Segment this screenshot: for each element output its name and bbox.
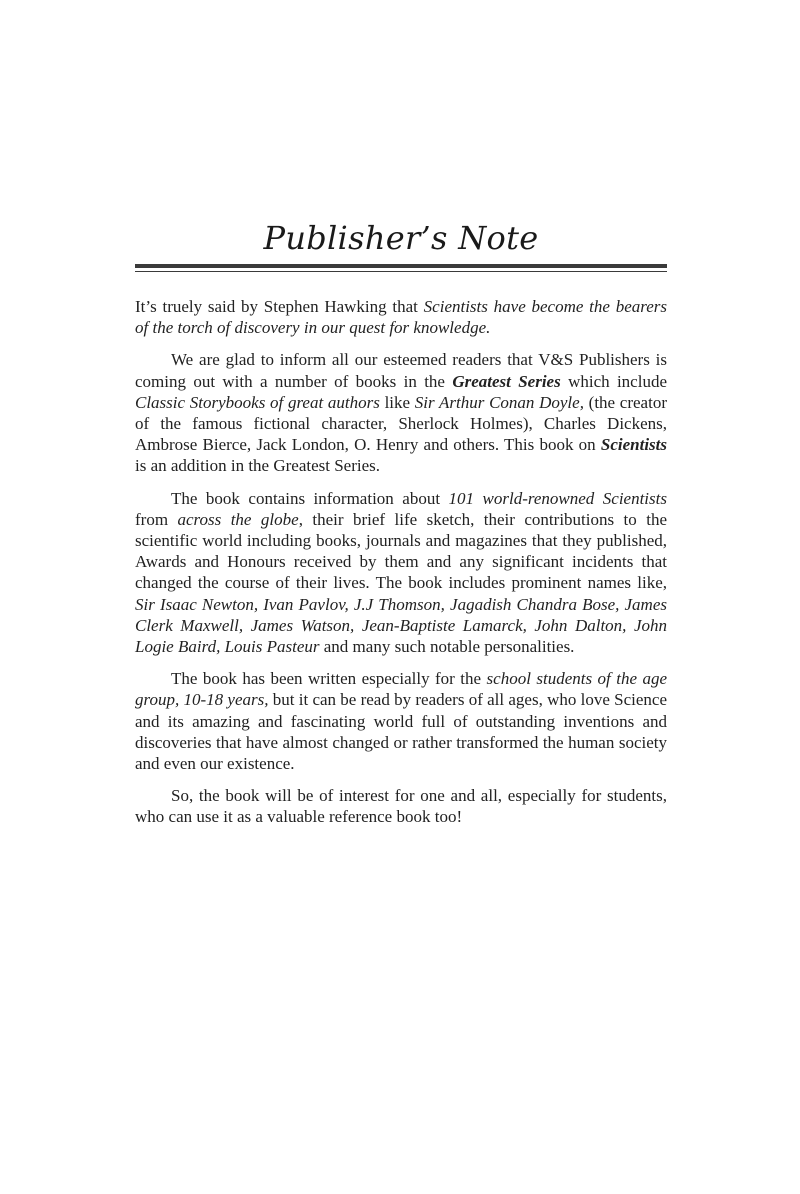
note-body	[135, 296, 667, 839]
paragraph-3	[135, 488, 667, 658]
p2-text-4: (the creator of the famous fictional character, Sherlock Holmes), Charles Dickens, Ambrose Bierce, Jack London, O. Henry and others. This book on	[135, 392, 667, 455]
p3-text-3: , their brief life sketch, their contributions to the scientific world including books, journals and magazines that they published, Awards and Honours received by them and any significant incidents that changed the course of their lives. The book includes prominent names like,	[135, 509, 667, 593]
p2-author-doyle: Sir Arthur Conan Doyle,	[414, 392, 584, 412]
p2-text-1: We are glad to inform all our esteemed readers that V&S Publishers is coming out with a number of books in the	[135, 350, 667, 391]
paragraph-4	[135, 668, 667, 774]
paragraph-1	[135, 296, 667, 338]
p3-text-4: and many such notable personalities.	[319, 637, 575, 657]
p1-quote: Scientists have become the bearers of the torch of discovery in our quest for knowledge.	[135, 297, 668, 338]
p3-scientist-names: Sir Isaac Newton, Ivan Pavlov, J.J Thomson, Jagadish Chandra Bose, James Clerk Maxwell, James Watson, Jean-Baptiste Lamarck, John Dalton, John Logie Baird, Louis Pasteur	[135, 594, 667, 657]
p2-classic-storybooks: Classic Storybooks of great authors	[135, 392, 380, 412]
p2-text-5: is an addition in the Greatest Series.	[135, 456, 381, 476]
title-rule-thick	[135, 264, 667, 268]
p3-across-globe: across the globe	[177, 509, 299, 529]
p5-text: So, the book will be of interest for one and all, especially for students, who can use it as a valuable reference book too!	[135, 786, 667, 827]
p4-text-1: The book has been written especially for the	[171, 669, 487, 689]
page-title: Publisher’s Note	[263, 219, 539, 257]
p2-text-3: like	[379, 392, 415, 412]
p2-series-name: Greatest Series	[452, 371, 561, 391]
paragraph-2	[135, 349, 667, 476]
p3-world-renowned: 101 world-renowned Scientists	[448, 488, 667, 508]
p4-age-group: school students of the age group, 10-18 years,	[135, 669, 667, 710]
p2-scientists: Scientists	[600, 435, 667, 455]
p3-text-2: from	[135, 509, 178, 529]
p4-text-2: but it can be read by readers of all ages, who love Science and its amazing and fascinating world full of outstanding inventions and discoveries that have almost changed or rather transformed the human society and even our existence.	[135, 690, 668, 774]
title-rule-thin	[135, 271, 667, 272]
p3-text-1: The book contains information about	[171, 488, 449, 508]
p1-text: It’s truely said by Stephen Hawking that	[135, 297, 424, 316]
p2-text-2: which include	[560, 371, 667, 391]
paragraph-5	[135, 785, 667, 827]
